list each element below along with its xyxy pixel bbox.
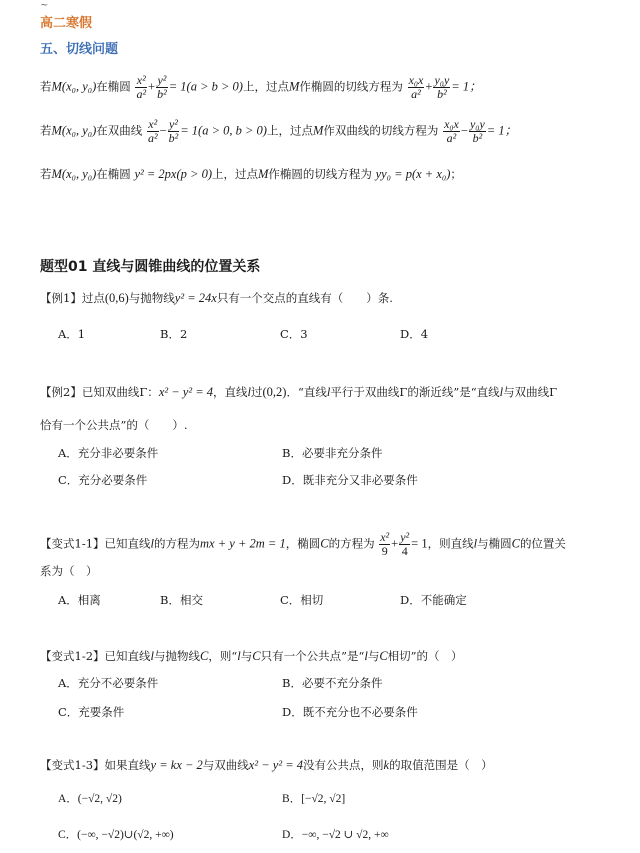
- type01-title: 题型01 直线与圆锥曲线的位置关系: [40, 259, 261, 275]
- variant-1-3-option-b[interactable]: B．[−√2, √2]: [282, 793, 346, 805]
- fraction: $\frac{\text{y₀y}}{\text{b²}}$: [434, 73, 450, 101]
- variant-1-1-option-a[interactable]: A．相离: [58, 593, 101, 607]
- tangent-ellipse: 若M(x₀, y₀)在椭圆 $\frac{\text{x²}}{\text{a²}}$ + $\frac{\text{y²}}{\text{b²}}$ = 1(a > b > 0)上，过点M作椭圆的切线方程为 $\frac{\text{x₀x}}{\text{a²}}$ + $\frac{\text{y₀y}}{\text{b²}}$ = 1；: [40, 73, 482, 101]
- variant-1-3-option-a[interactable]: A．(−√2, √2): [58, 793, 122, 805]
- variant-1-1-question-line2: 系为（ ）: [40, 564, 98, 578]
- fraction: $\frac{\text{y²}}{\text{b²}}$: [157, 73, 167, 101]
- fraction: $\frac{\text{x²}}{9}$: [380, 530, 390, 558]
- example-2-question-line2: 恰有一个公共点”的（ ）.: [40, 418, 188, 432]
- variant-1-3-option-c[interactable]: C．(−∞, −√2)∪(√2, +∞): [58, 829, 174, 841]
- variant-1-2-option-d[interactable]: D．既不充分也不必要条件: [282, 705, 418, 719]
- example-2-option-b[interactable]: B．必要非充分条件: [282, 446, 383, 460]
- tangent-parabola: 若M(x₀, y₀)在椭圆 y² = 2px(p > 0)上，过点M作椭圆的切线方程为 yy₀ = p(x + x₀)；: [40, 167, 462, 181]
- section-title: 五、切线问题: [40, 42, 119, 57]
- example-2-option-a[interactable]: A．充分非必要条件: [58, 446, 159, 460]
- example-2-option-c[interactable]: C．充分必要条件: [58, 473, 148, 487]
- fraction: $\frac{\text{x²}}{\text{a²}}$: [147, 117, 158, 145]
- variant-1-1-option-c[interactable]: C．相切: [280, 593, 324, 607]
- example-1-option-b[interactable]: B．2: [160, 327, 188, 341]
- variant-1-2-option-a[interactable]: A．充分不必要条件: [58, 676, 159, 690]
- fraction: $\frac{\text{x²}}{\text{a²}}$: [136, 73, 147, 101]
- variant-1-2-option-b[interactable]: B．必要不充分条件: [282, 676, 383, 690]
- fraction: $\frac{\text{x₀x}}{\text{a²}}$: [444, 117, 459, 145]
- variant-1-1-option-d[interactable]: D．不能确定: [400, 593, 467, 607]
- example-1-option-d[interactable]: D．4: [400, 327, 429, 341]
- fraction: $\frac{\text{y₀y}}{\text{b²}}$: [469, 117, 485, 145]
- fraction: $\frac{\text{y²}}{4}$: [400, 530, 410, 558]
- variant-1-1-option-b[interactable]: B．相交: [160, 593, 203, 607]
- example-2-option-d[interactable]: D．既非充分又非必要条件: [282, 473, 418, 487]
- page-header: 高二寒假: [40, 16, 93, 31]
- variant-1-3-option-d[interactable]: D．−∞, −√2 ∪ √2, +∞: [282, 829, 389, 841]
- variant-1-1-question: 【变式1-1】已知直线l的方程为mx + y + 2m = 1，椭圆C的方程为 $\frac{\text{x²}}{9}$ + $\frac{\text{y²}}{4}$ = 1，则直线l与椭圆C的位置关: [40, 530, 566, 558]
- fraction: $\frac{\text{x₀x}}{\text{a²}}$: [408, 73, 424, 101]
- tangent-hyperbola: 若M(x₀, y₀)在双曲线 $\frac{\text{x²}}{\text{a²}}$ − $\frac{\text{y²}}{\text{b²}}$ = 1(a > 0, b > 0)上，过点M作双曲线的切线方程为 $\frac{\text{x₀x}}{\text{a²}}$ − $\frac{\text{y₀y}}{\text{b²}}$ = 1；: [40, 117, 518, 145]
- example-1-question: 【例1】过点(0,6)与抛物线y² = 24x只有一个交点的直线有（ ）条.: [40, 291, 393, 305]
- variant-1-2-option-c[interactable]: C．充要条件: [58, 705, 125, 719]
- example-1-option-a[interactable]: A．1: [58, 327, 86, 341]
- fraction: $\frac{\text{y²}}{\text{b²}}$: [168, 117, 179, 145]
- corner-mark: ~: [40, 0, 49, 11]
- variant-1-3-question: 【变式1-3】如果直线y = kx − 2与双曲线x² − y² = 4没有公共点，则k的取值范围是（ ）: [40, 758, 493, 772]
- variant-1-2-question: 【变式1-2】已知直线l与抛物线C，则“l与C只有一个公共点”是“l与C相切”的（ ）: [40, 649, 463, 663]
- example-1-option-c[interactable]: C．3: [280, 327, 308, 341]
- example-2-question: 【例2】已知双曲线Γ：x² − y² = 4，直线l过(0,2)．“直线l平行于双曲线Γ的渐近线”是“直线l与双曲线Γ: [40, 385, 558, 399]
